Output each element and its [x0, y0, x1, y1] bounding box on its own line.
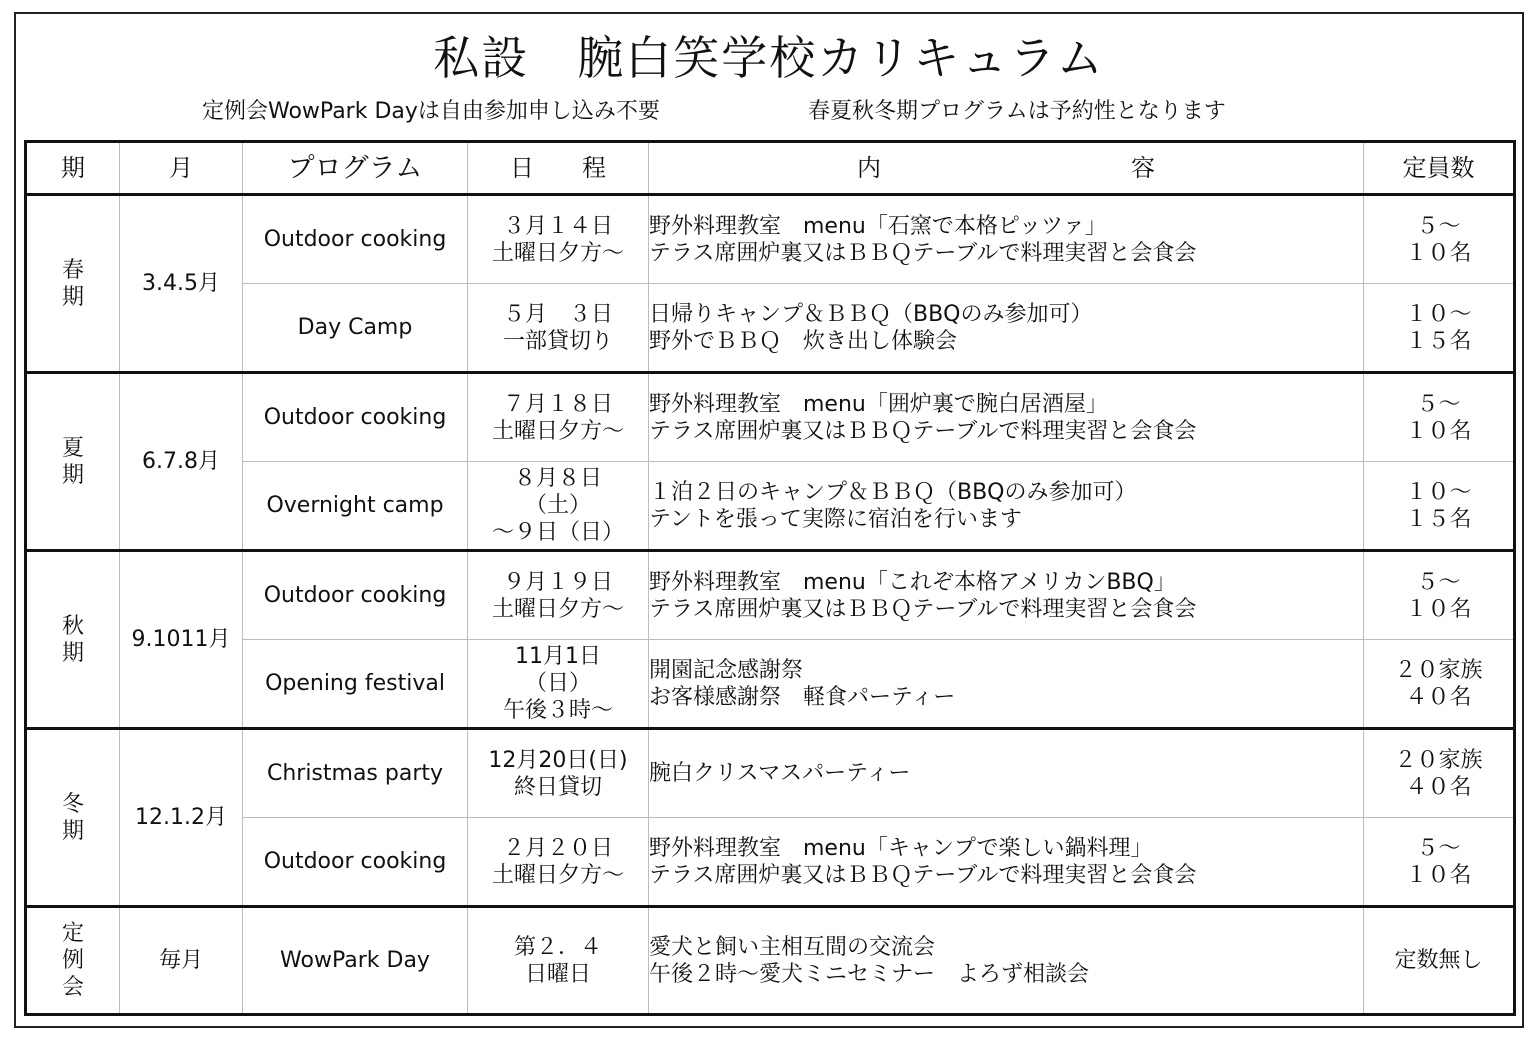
table-row [26, 284, 1515, 373]
schedule-cell: ９月１９日 土曜日夕方～ [468, 551, 649, 640]
curriculum-table [24, 140, 1516, 1016]
capacity-cell: １０～ １５名 [1364, 462, 1515, 551]
months-cell: 9.1011月 [120, 551, 243, 729]
page-title: 私設 腕白笑学校カリキュラム [433, 31, 1105, 85]
program-cell: Opening festival [243, 640, 468, 729]
table-row [26, 373, 1515, 462]
content-cell: 日帰りキャンプ＆ＢＢＱ（BBQのみ参加可） 野外でＢＢＱ 炊き出し体験会 [649, 301, 1093, 354]
content-cell: 野外料理教室 menu「石窯で本格ピッツァ」 テラス席囲炉裏又はＢＢＱテーブルで料理実習と会食会 [649, 213, 1197, 266]
header-program: プログラム [243, 142, 468, 195]
months-cell: 6.7.8月 [120, 373, 243, 551]
header-content-first: 内 [857, 153, 881, 182]
content-cell: 野外料理教室 menu「これぞ本格アメリカンBBQ」 テラス席囲炉裏又はＢＢＱテーブルで料理実習と会食会 [649, 569, 1197, 622]
capacity-cell: ２０家族 ４０名 [1364, 640, 1515, 729]
schedule-cell: ２月２０日 土曜日夕方～ [468, 818, 649, 907]
season-cell: 定 例 会 [26, 907, 120, 1015]
schedule-cell: 第２．４ 日曜日 [468, 907, 649, 1015]
season-cell: 冬 期 [26, 729, 120, 907]
content-cell: 開園記念感謝祭 お客様感謝祭 軽食パーティー [649, 657, 956, 710]
header-capacity: 定員数 [1364, 142, 1515, 195]
season-cell: 春 期 [26, 195, 120, 373]
season-cell: 夏 期 [26, 373, 120, 551]
schedule-cell: ５月 ３日 一部貸切り [468, 284, 649, 373]
content-cell: 愛犬と飼い主相互間の交流会 午後２時～愛犬ミニセミナー よろず相談会 [649, 934, 1090, 987]
capacity-cell: 定数無し [1364, 907, 1515, 1015]
subtitle-reservation-note: 春夏秋冬期プログラムは予約性となります [808, 99, 1226, 124]
capacity-cell: ５～ １０名 [1364, 818, 1515, 907]
content-cell: 腕白クリスマスパーティー [649, 761, 911, 786]
capacity-cell: ５～ １０名 [1364, 195, 1515, 284]
months-cell: 毎月 [120, 907, 243, 1015]
table-row [26, 907, 1515, 1015]
program-cell: Outdoor cooking [243, 551, 468, 640]
header-content [649, 142, 1364, 195]
schedule-cell: ７月１８日 土曜日夕方～ [468, 373, 649, 462]
program-cell: WowPark Day [243, 907, 468, 1015]
content-cell: 野外料理教室 menu「囲炉裏で腕白居酒屋」 テラス席囲炉裏又はＢＢＱテーブルで料理実習と会食会 [649, 391, 1197, 444]
header-period: 期 [26, 142, 120, 195]
table-row [26, 729, 1515, 818]
months-cell: 3.4.5月 [120, 195, 243, 373]
capacity-cell: １０～ １５名 [1364, 284, 1515, 373]
table-header-row [26, 142, 1515, 195]
program-cell: Overnight camp [243, 462, 468, 551]
table-row [26, 551, 1515, 640]
program-cell: Day Camp [243, 284, 468, 373]
capacity-cell: ５～ １０名 [1364, 551, 1515, 640]
table-row [26, 818, 1515, 907]
header-schedule: 日 程 [468, 142, 649, 195]
table-row [26, 462, 1515, 551]
program-cell: Outdoor cooking [243, 195, 468, 284]
season-cell: 秋 期 [26, 551, 120, 729]
table-row [26, 195, 1515, 284]
subtitle-free-participation: 定例会WowPark Dayは自由参加申し込み不要 [202, 99, 660, 124]
header-month: 月 [120, 142, 243, 195]
content-cell: 野外料理教室 menu「キャンプで楽しい鍋料理」 テラス席囲炉裏又はＢＢＱテーブルで料理実習と会食会 [649, 835, 1197, 888]
months-cell: 12.1.2月 [120, 729, 243, 907]
schedule-cell: 12月20日(日) 終日貸切 [468, 729, 649, 818]
program-cell: Christmas party [243, 729, 468, 818]
schedule-cell: ３月１４日 土曜日夕方～ [468, 195, 649, 284]
capacity-cell: ２０家族 ４０名 [1364, 729, 1515, 818]
schedule-cell: 11月1日 （日） 午後３時～ [468, 640, 649, 729]
program-cell: Outdoor cooking [243, 818, 468, 907]
program-cell: Outdoor cooking [243, 373, 468, 462]
content-cell: １泊２日のキャンプ＆ＢＢＱ（BBQのみ参加可） テントを張って実際に宿泊を行います [649, 479, 1137, 532]
capacity-cell: ５～ １０名 [1364, 373, 1515, 462]
schedule-cell: ８月８日 （土） ～９日（日） [468, 462, 649, 551]
table-row [26, 640, 1515, 729]
header-content-second: 容 [1131, 153, 1155, 182]
